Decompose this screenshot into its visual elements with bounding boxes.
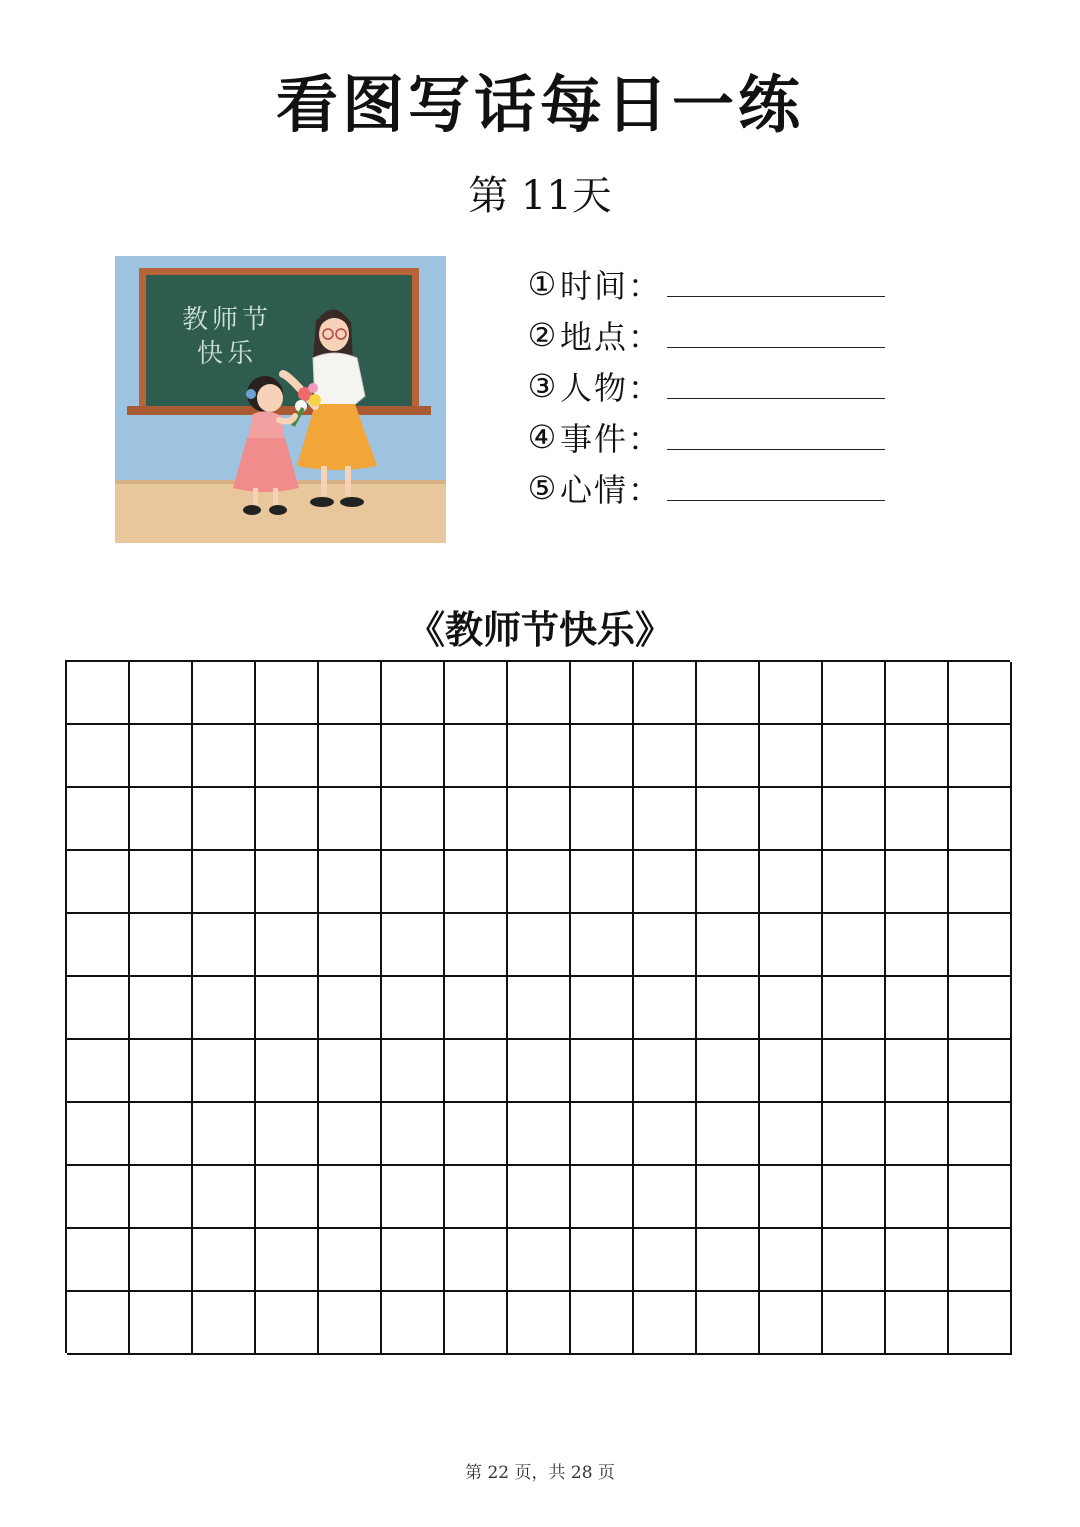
grid-cell[interactable] (382, 725, 445, 788)
grid-cell[interactable] (571, 1040, 634, 1103)
grid-cell[interactable] (949, 914, 1012, 977)
grid-cell[interactable] (697, 851, 760, 914)
grid-cell[interactable] (445, 1229, 508, 1292)
answer-line (667, 347, 885, 348)
grid-cell[interactable] (256, 1166, 319, 1229)
grid-cell[interactable] (193, 851, 256, 914)
writing-grid (65, 660, 1010, 1353)
grid-cell[interactable] (445, 1040, 508, 1103)
question-list (524, 258, 904, 513)
grid-cell[interactable] (193, 788, 256, 851)
grid-cell[interactable] (949, 1103, 1012, 1166)
grid-cell[interactable] (319, 1040, 382, 1103)
question-time (524, 258, 904, 309)
grid-cell[interactable] (571, 914, 634, 977)
grid-cell[interactable] (886, 662, 949, 725)
grid-cell[interactable] (949, 851, 1012, 914)
grid-cell[interactable] (130, 977, 193, 1040)
grid-cell[interactable] (130, 1166, 193, 1229)
grid-cell[interactable] (445, 725, 508, 788)
grid-cell[interactable] (256, 1103, 319, 1166)
grid-cell[interactable] (886, 1166, 949, 1229)
grid-cell[interactable] (382, 977, 445, 1040)
grid-cell[interactable] (130, 851, 193, 914)
grid-cell[interactable] (697, 662, 760, 725)
grid-cell[interactable] (445, 914, 508, 977)
grid-cell[interactable] (886, 1229, 949, 1292)
grid-cell[interactable] (67, 1292, 130, 1355)
grid-cell[interactable] (256, 1040, 319, 1103)
grid-cell[interactable] (634, 977, 697, 1040)
grid-cell[interactable] (760, 851, 823, 914)
question-number: ③ (527, 366, 557, 405)
grid-cell[interactable] (256, 662, 319, 725)
grid-cell[interactable] (508, 1229, 571, 1292)
grid-cell[interactable] (256, 851, 319, 914)
grid-cell[interactable] (445, 977, 508, 1040)
grid-cell[interactable] (193, 914, 256, 977)
grid-cell[interactable] (67, 914, 130, 977)
grid-cell[interactable] (760, 1166, 823, 1229)
grid-cell[interactable] (634, 914, 697, 977)
grid-cell[interactable] (634, 725, 697, 788)
grid-cell[interactable] (634, 788, 697, 851)
grid-cell[interactable] (571, 1229, 634, 1292)
teachers-day-illustration (115, 256, 446, 543)
grid-cell[interactable] (445, 851, 508, 914)
grid-cell[interactable] (193, 1292, 256, 1355)
grid-cell[interactable] (886, 851, 949, 914)
grid-cell[interactable] (193, 1103, 256, 1166)
grid-cell[interactable] (130, 1103, 193, 1166)
grid-cell[interactable] (319, 1166, 382, 1229)
grid-cell[interactable] (319, 725, 382, 788)
grid-cell[interactable] (508, 914, 571, 977)
grid-cell[interactable] (760, 1103, 823, 1166)
grid-cell[interactable] (508, 1166, 571, 1229)
grid-cell[interactable] (760, 725, 823, 788)
grid-cell[interactable] (886, 977, 949, 1040)
grid-cell[interactable] (949, 1229, 1012, 1292)
grid-cell[interactable] (319, 1103, 382, 1166)
grid-cell[interactable] (634, 1229, 697, 1292)
grid-cell[interactable] (382, 1166, 445, 1229)
essay-title: 《教师节快乐》 (406, 607, 673, 652)
answer-line (667, 449, 885, 450)
grid-cell[interactable] (130, 1292, 193, 1355)
question-people (524, 360, 904, 411)
grid-cell[interactable] (823, 788, 886, 851)
grid-cell[interactable] (949, 1166, 1012, 1229)
grid-cell[interactable] (130, 914, 193, 977)
grid-cell[interactable] (634, 851, 697, 914)
grid-cell[interactable] (823, 662, 886, 725)
grid-cell[interactable] (445, 1103, 508, 1166)
grid-cell[interactable] (886, 788, 949, 851)
grid-cell[interactable] (949, 977, 1012, 1040)
grid-cell[interactable] (193, 725, 256, 788)
grid-cell[interactable] (760, 1040, 823, 1103)
grid-cell[interactable] (67, 725, 130, 788)
grid-cell[interactable] (67, 788, 130, 851)
grid-cell[interactable] (319, 662, 382, 725)
grid-cell[interactable] (697, 1292, 760, 1355)
grid-cell[interactable] (697, 914, 760, 977)
grid-cell[interactable] (508, 1103, 571, 1166)
grid-cell[interactable] (130, 725, 193, 788)
grid-cell[interactable] (382, 1292, 445, 1355)
grid-cell[interactable] (571, 725, 634, 788)
grid-cell[interactable] (823, 725, 886, 788)
question-label: 时间： (560, 266, 663, 305)
question-number: ④ (527, 417, 557, 456)
grid-cell[interactable] (256, 1292, 319, 1355)
grid-cell[interactable] (67, 1103, 130, 1166)
grid-cell[interactable] (886, 914, 949, 977)
grid-cell[interactable] (571, 1166, 634, 1229)
question-label: 心情： (560, 470, 663, 509)
grid-cell[interactable] (886, 725, 949, 788)
grid-cell[interactable] (823, 851, 886, 914)
question-number: ② (527, 315, 557, 354)
grid-cell[interactable] (571, 1103, 634, 1166)
grid-cell[interactable] (445, 662, 508, 725)
grid-cell[interactable] (634, 1040, 697, 1103)
grid-cell[interactable] (760, 662, 823, 725)
grid-cell[interactable] (697, 725, 760, 788)
grid-cell[interactable] (823, 1040, 886, 1103)
grid-cell[interactable] (949, 1292, 1012, 1355)
grid-cell[interactable] (382, 1103, 445, 1166)
grid-cell[interactable] (697, 1040, 760, 1103)
grid-cell[interactable] (508, 662, 571, 725)
grid-cell[interactable] (571, 1292, 634, 1355)
grid-cell[interactable] (760, 914, 823, 977)
grid-cell[interactable] (508, 851, 571, 914)
grid-cell[interactable] (949, 788, 1012, 851)
grid-cell[interactable] (949, 662, 1012, 725)
grid-cell[interactable] (508, 1040, 571, 1103)
grid-cell[interactable] (445, 1292, 508, 1355)
grid-cell[interactable] (823, 977, 886, 1040)
grid-cell[interactable] (130, 788, 193, 851)
answer-line (667, 500, 885, 501)
grid-cell[interactable] (319, 851, 382, 914)
grid-cell[interactable] (508, 725, 571, 788)
grid-cell[interactable] (823, 1292, 886, 1355)
grid-cell[interactable] (382, 662, 445, 725)
grid-cell[interactable] (634, 1166, 697, 1229)
grid-cell[interactable] (382, 788, 445, 851)
grid-cell[interactable] (760, 1229, 823, 1292)
question-number: ⑤ (527, 468, 557, 507)
grid-cell[interactable] (571, 788, 634, 851)
day-label: 第 11天 (468, 173, 612, 219)
grid-cell[interactable] (256, 1229, 319, 1292)
grid-cell[interactable] (634, 1292, 697, 1355)
grid-cell[interactable] (382, 1040, 445, 1103)
question-label: 人物： (560, 368, 663, 407)
grid-cell[interactable] (319, 1229, 382, 1292)
grid-cell[interactable] (193, 977, 256, 1040)
grid-cell[interactable] (319, 977, 382, 1040)
blackboard-text-line2: 快乐 (196, 339, 258, 369)
grid-cell[interactable] (760, 788, 823, 851)
grid-cell[interactable] (571, 662, 634, 725)
grid-cell[interactable] (823, 914, 886, 977)
grid-cell[interactable] (319, 914, 382, 977)
grid-cell[interactable] (508, 1292, 571, 1355)
grid-cell[interactable] (256, 788, 319, 851)
blackboard-text-line1: 教师节 (181, 305, 273, 335)
grid-cell[interactable] (67, 851, 130, 914)
grid-cell[interactable] (697, 788, 760, 851)
grid-cell[interactable] (130, 1040, 193, 1103)
grid-cell[interactable] (193, 1166, 256, 1229)
grid-cell[interactable] (634, 1103, 697, 1166)
grid-cell[interactable] (67, 977, 130, 1040)
question-number: ① (527, 264, 557, 303)
grid-cell[interactable] (949, 1040, 1012, 1103)
grid-cell[interactable] (508, 788, 571, 851)
answer-line (667, 398, 885, 399)
page-footer: 第 22 页，共 28 页 (465, 1463, 615, 1483)
grid-cell[interactable] (130, 662, 193, 725)
grid-cell[interactable] (193, 1040, 256, 1103)
grid-cell[interactable] (508, 977, 571, 1040)
grid-cell[interactable] (382, 914, 445, 977)
grid-cell[interactable] (193, 1229, 256, 1292)
grid-cell[interactable] (445, 1166, 508, 1229)
grid-cell[interactable] (823, 1229, 886, 1292)
grid-cell[interactable] (193, 662, 256, 725)
grid-cell[interactable] (886, 1292, 949, 1355)
answer-line (667, 296, 885, 297)
page-title: 看图写话每日一练 (275, 68, 804, 141)
grid-cell[interactable] (760, 1292, 823, 1355)
question-label: 事件： (560, 419, 663, 458)
grid-cell[interactable] (319, 1292, 382, 1355)
grid-cell[interactable] (571, 851, 634, 914)
grid-cell[interactable] (256, 977, 319, 1040)
grid-cell[interactable] (445, 788, 508, 851)
grid-cell[interactable] (697, 1229, 760, 1292)
grid-cell[interactable] (886, 1103, 949, 1166)
grid-cell[interactable] (67, 1040, 130, 1103)
question-mood (524, 462, 904, 513)
grid-cell[interactable] (67, 1166, 130, 1229)
question-event (524, 411, 904, 462)
grid-cell[interactable] (823, 1166, 886, 1229)
grid-cell[interactable] (697, 977, 760, 1040)
grid-cell[interactable] (382, 1229, 445, 1292)
grid-cell[interactable] (256, 914, 319, 977)
grid-cell[interactable] (382, 851, 445, 914)
grid-cell[interactable] (571, 977, 634, 1040)
question-place (524, 309, 904, 360)
grid-cell[interactable] (823, 1103, 886, 1166)
grid-cell[interactable] (697, 1103, 760, 1166)
question-label: 地点： (560, 317, 663, 356)
grid-cell[interactable] (319, 788, 382, 851)
grid-cell[interactable] (256, 725, 319, 788)
grid-cell[interactable] (697, 1166, 760, 1229)
grid-cell[interactable] (760, 977, 823, 1040)
grid-cell[interactable] (67, 662, 130, 725)
grid-cell[interactable] (130, 1229, 193, 1292)
grid-cell[interactable] (67, 1229, 130, 1292)
grid-cell[interactable] (634, 662, 697, 725)
grid-cell[interactable] (886, 1040, 949, 1103)
grid-cell[interactable] (949, 725, 1012, 788)
